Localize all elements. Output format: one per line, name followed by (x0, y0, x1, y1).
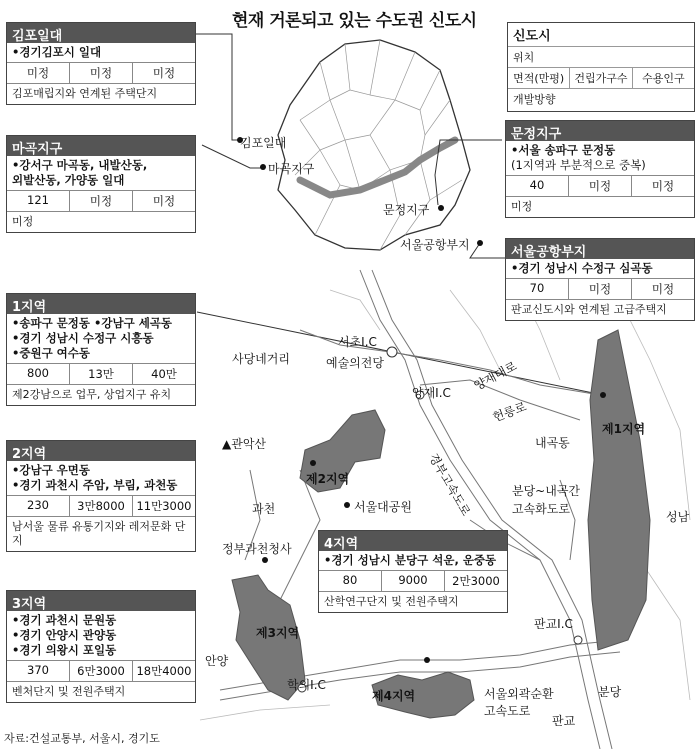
box-nums (7, 191, 195, 212)
label-yangjae-rd: 양재대로 (471, 358, 520, 394)
box-location (319, 551, 507, 571)
loc-line: •경기 성남시 분당구 석운, 운중동 (324, 553, 497, 567)
legend-col: 건립가구수 (570, 68, 632, 88)
loc-line: •경기 성남시 수정구 시흥동 (12, 331, 154, 345)
legend-col: 수용인구 (642, 72, 685, 85)
legend-title: 신도시 (513, 29, 551, 44)
population: 18만4000 (136, 664, 192, 678)
area: 80 (319, 571, 382, 591)
loc-line: •송파구 문정동 •강남구 세곡동 (12, 316, 173, 330)
box-title: 2지역 (7, 441, 195, 461)
label-gwanak: ▲관악산 (222, 437, 267, 451)
population: 미정 (152, 66, 176, 80)
box-region-4 (318, 530, 508, 613)
box-location (7, 611, 195, 661)
loc-line: (1지역과 부분적으로 중복) (511, 158, 646, 172)
population: 미정 (651, 179, 675, 193)
legend-columns (508, 67, 694, 88)
population: 2만3000 (452, 574, 500, 588)
box-direction: 판교신도시와 연계된 고급주택지 (511, 303, 667, 316)
box-nums (319, 571, 507, 592)
label-gimpo: 김포일대 (240, 136, 287, 150)
box-location (506, 259, 694, 279)
box-location (7, 156, 195, 191)
box-direction: 벤처단지 및 전원주택지 (12, 685, 126, 698)
label-region-3: 제3지역 (256, 626, 300, 640)
population: 11만3000 (136, 499, 192, 513)
legend-direction: 개발방향 (508, 88, 694, 109)
label-yangjae-ic: 양재I.C (412, 386, 451, 400)
box-title: 마곡지구 (7, 136, 195, 156)
legend-location: 위치 (508, 46, 694, 67)
label-sadang: 사당네거리 (232, 352, 290, 366)
label-region-1: 제1지역 (602, 422, 646, 436)
area: 40 (506, 176, 569, 196)
loc-line: •강서구 마곡동, 내발산동, (12, 158, 148, 172)
box-airport (505, 238, 695, 321)
label-bundang-naegok: 분당~내곡간 (512, 484, 581, 498)
area: 370 (7, 661, 70, 681)
box-direction: 산학연구단지 및 전원주택지 (324, 595, 459, 608)
households: 미정 (569, 176, 632, 196)
source-note: 자료:건설교통부, 서울시, 경기도 (4, 732, 160, 745)
label-grandpark: 서울대공원 (354, 500, 412, 514)
label-region-2: 제2지역 (306, 472, 350, 486)
households: 9000 (382, 571, 445, 591)
label-seocho-ic: 서초I.C (338, 335, 377, 349)
label-highway: 고속화도로 (512, 502, 570, 516)
loc-line: •경기김포시 일대 (12, 45, 102, 59)
box-title: 문정지구 (506, 121, 694, 141)
households: 3만8000 (70, 496, 133, 516)
box-nums (506, 279, 694, 300)
box-location (7, 43, 195, 63)
region-1-shape (588, 330, 650, 650)
box-title: 4지역 (319, 531, 507, 551)
households: 미정 (70, 191, 133, 211)
label-hakui-ic: 학의I.C (287, 678, 326, 692)
population: 미정 (651, 282, 675, 296)
box-region-3 (6, 590, 196, 703)
legend-box (507, 22, 695, 112)
loc-line: •강남구 우면동 (12, 463, 91, 477)
label-naegok: 내곡동 (535, 436, 570, 450)
label-ring2: 고속도로 (484, 704, 531, 718)
box-magok (6, 135, 196, 233)
box-direction: 미정 (12, 215, 34, 228)
box-gimpo (6, 22, 196, 105)
legend-col: 면적(만평) (508, 68, 570, 88)
households: 13만 (70, 364, 133, 384)
households: 6만3000 (70, 661, 133, 681)
area: 70 (506, 279, 569, 299)
label-ring1: 서울외곽순환 (484, 687, 554, 701)
loc-line: •서울 송파구 문정동 (511, 143, 616, 157)
box-title: 서울공항부지 (506, 239, 694, 259)
loc-line: •경기 성남시 수정구 심곡동 (511, 261, 653, 275)
loc-line: •중원구 여수동 (12, 346, 91, 360)
label-heonneung: 헌릉로 (490, 399, 529, 425)
loc-line: •경기 과천시 주암, 부림, 과천동 (12, 478, 178, 492)
box-direction: 남서울 물류 유통기지와 레저문화 단지 (12, 520, 186, 547)
box-nums (7, 496, 195, 517)
box-munjeong (505, 120, 695, 218)
population: 40만 (151, 367, 177, 381)
loc-line: •경기 의왕시 포일동 (12, 643, 117, 657)
box-location (7, 314, 195, 364)
label-airport: 서울공항부지 (400, 238, 470, 252)
box-direction: 제2강남으로 업무, 상업지구 유치 (12, 388, 172, 401)
label-seongnam: 성남 (666, 510, 690, 524)
households: 미정 (569, 279, 632, 299)
box-nums (7, 661, 195, 682)
box-title: 3지역 (7, 591, 195, 611)
box-title: 1지역 (7, 294, 195, 314)
label-pangyo-ic: 판교I.C (534, 617, 573, 631)
box-nums (506, 176, 694, 197)
box-location (506, 141, 694, 176)
loc-line: •경기 안양시 관양동 (12, 628, 117, 642)
households: 미정 (70, 63, 133, 83)
box-direction: 미정 (511, 200, 533, 213)
label-bundang: 분당 (598, 685, 622, 699)
area: 230 (7, 496, 70, 516)
box-title: 김포일대 (7, 23, 195, 43)
area: 121 (7, 191, 70, 211)
label-gyeongbu: 경부고속도로 (426, 451, 474, 519)
box-location (7, 461, 195, 496)
label-region-4: 제4지역 (372, 689, 416, 703)
label-arts: 예술의전당 (326, 356, 384, 370)
population: 미정 (152, 194, 176, 208)
area: 미정 (7, 63, 70, 83)
loc-line: •경기 과천시 문원동 (12, 613, 117, 627)
box-nums (7, 364, 195, 385)
label-gov: 정부과천청사 (222, 542, 292, 556)
box-region-2 (6, 440, 196, 552)
page-title: 현재 거론되고 있는 수도권 신도시 (232, 11, 477, 31)
label-magok: 마곡지구 (268, 162, 315, 176)
box-direction: 김포매립지와 연계된 주택단지 (12, 87, 158, 100)
label-gwacheon: 과천 (252, 502, 276, 516)
box-nums (7, 63, 195, 84)
loc-line: 외발산동, 가양동 일대 (12, 173, 125, 187)
label-pangyo: 판교 (552, 714, 576, 728)
label-munjeong: 문정지구 (383, 203, 430, 217)
area: 800 (7, 364, 70, 384)
box-region-1 (6, 293, 196, 406)
label-anyang: 안양 (205, 654, 229, 668)
